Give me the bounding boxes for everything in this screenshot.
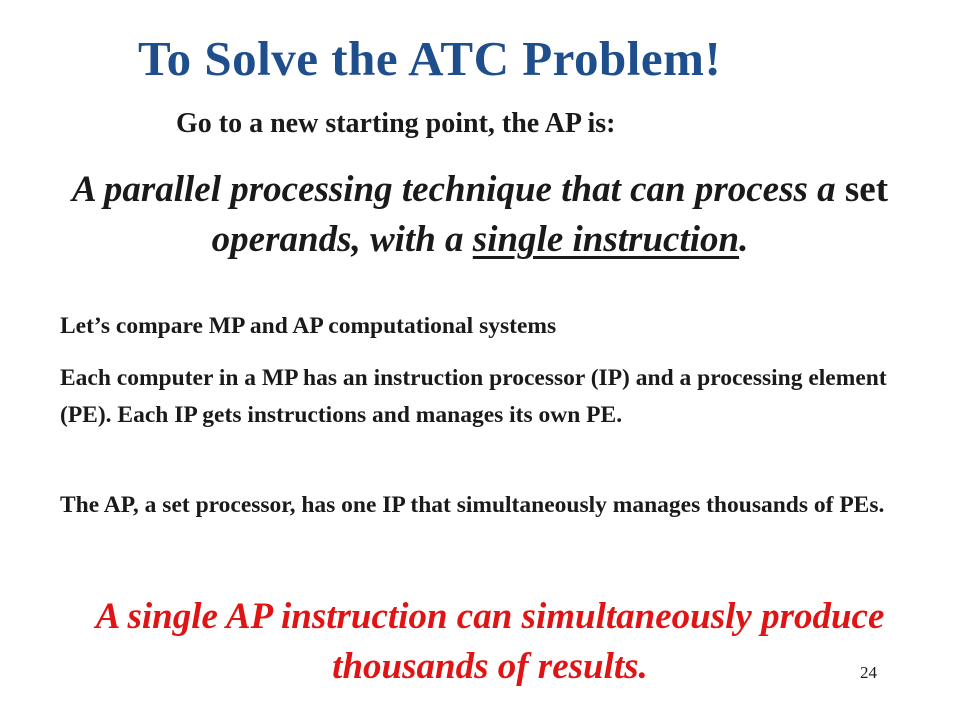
definition-part-3: operands, with a	[211, 219, 473, 260]
definition-part-1: A parallel processing technique that can process a	[71, 169, 845, 210]
definition-period: .	[739, 219, 749, 260]
slide-title: To Solve the ATC Problem!	[138, 31, 722, 86]
paragraph-mp-description: Each computer in a MP has an instruction processor (IP) and a processing element (PE). Each IP gets instructions and manages its own PE.	[60, 365, 887, 428]
paragraph-compare: Let’s compare MP and AP computational systems	[60, 313, 557, 339]
paragraph-ap-description: The AP, a set processor, has one IP that simultaneously manages thousands of PEs.	[60, 492, 885, 518]
definition-statement	[30, 165, 930, 265]
conclusion-statement: A single AP instruction can simultaneously produce thousands of results.	[95, 596, 885, 687]
definition-single-instruction: single instruction	[472, 219, 740, 260]
definition-set-word: set	[844, 169, 889, 210]
slide-subtitle: Go to a new starting point, the AP is:	[176, 108, 616, 139]
page-number: 24	[860, 663, 877, 682]
